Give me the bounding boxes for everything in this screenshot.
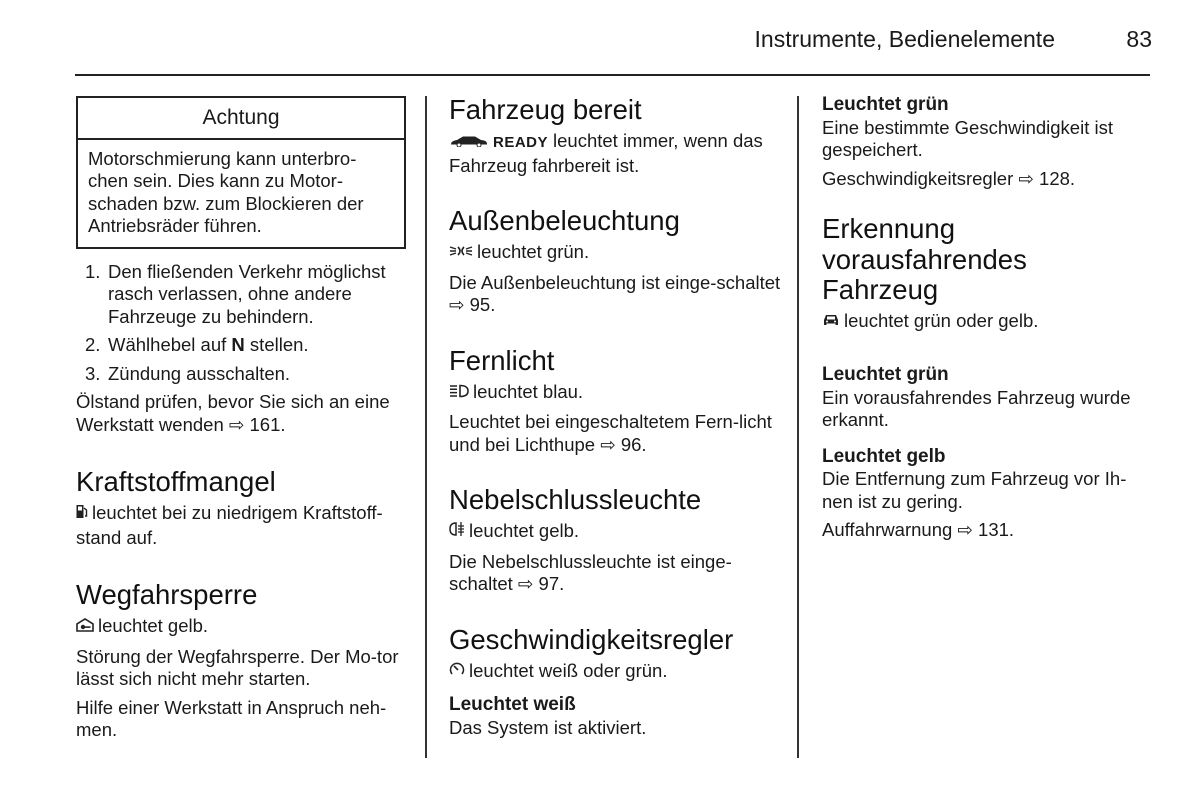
highbeam-text: Leuchtet bei eingeschaltetem Fern-licht und bei Lichthupe ⇨ 96.	[449, 411, 772, 455]
column-3	[822, 94, 1157, 542]
sidelight-icon	[449, 243, 473, 266]
cruise-status: leuchtet weiß oder grün.	[449, 660, 784, 685]
list-item: 2. Wählhebel auf N stellen.	[85, 334, 309, 355]
header-title: Instrumente, Bedienelemente	[754, 26, 1055, 52]
foglight-text: Die Nebelschlussleuchte ist einge-schaltet ⇨ 97.	[449, 550, 732, 594]
column-1	[76, 96, 406, 742]
cruise-white-subheading: Leuchtet weiß	[449, 694, 576, 715]
rear-fog-icon	[449, 521, 465, 545]
page-number: 83	[1126, 26, 1152, 52]
immobilizer-text-1: Störung der Wegfahrsperre. Der Mo-tor lässt sich nicht mehr starten.	[76, 645, 399, 689]
fuel-pump-icon	[76, 504, 88, 527]
cruise-white-text: Das System ist aktiviert.	[449, 716, 647, 738]
highbeam-heading: Fernlicht	[449, 344, 555, 376]
list-item: 1. Den fließenden Verkehr möglichst rasch verlassen, ohne andere Fahrzeuge zu behindern.	[85, 260, 386, 327]
list-item: 3. Zündung ausschalten.	[85, 362, 291, 384]
key-lock-icon	[76, 617, 94, 640]
high-beam-icon	[449, 383, 469, 406]
cruise-heading: Geschwindigkeitsregler	[449, 623, 734, 655]
car-front-icon	[822, 312, 840, 335]
vehicle-green-text: Ein vorausfahrendes Fahrzeug wurde erkannt.	[822, 386, 1131, 430]
exterior-heading: Außenbeleuchtung	[449, 205, 680, 236]
warning-box	[76, 96, 406, 249]
vehicle-ahead-heading: Erkennung vorausfahrendes Fahrzeug	[822, 213, 1027, 305]
car-side-icon	[449, 132, 489, 155]
immobilizer-heading: Wegfahrsperre	[76, 579, 258, 610]
cruise-green-text: Eine bestimmte Geschwindigkeit ist gespeichert.	[822, 116, 1113, 160]
vehicle-yellow-subheading: Leuchtet gelb	[822, 445, 946, 467]
oil-check-text: Ölstand prüfen, bevor Sie sich an eine Werkstatt wenden ⇨ 161.	[76, 391, 390, 435]
vehicle-ahead-status: leuchtet grün oder gelb.	[822, 310, 1157, 335]
immobilizer-status: leuchtet gelb.	[76, 615, 406, 640]
speedometer-icon	[449, 661, 465, 685]
ready-heading: Fahrzeug bereit	[449, 94, 642, 125]
exterior-text: Die Außenbeleuchtung ist einge-schaltet ⇨ 95.	[449, 271, 781, 315]
foglight-status: leuchtet gelb.	[449, 520, 784, 545]
header-rule	[75, 74, 1150, 76]
warning-title: Achtung	[78, 98, 404, 140]
column-divider-2	[797, 96, 799, 758]
cruise-green-subheading: Leuchtet grün	[822, 94, 949, 115]
fuel-heading: Kraftstoffmangel	[76, 466, 276, 497]
vehicle-green-subheading: Leuchtet grün	[822, 364, 949, 385]
cruise-reference: Geschwindigkeitsregler ⇨ 128.	[822, 167, 1076, 189]
immobilizer-text-2: Hilfe einer Werkstatt in Anspruch neh-men.	[76, 696, 387, 740]
exterior-status: leuchtet grün.	[449, 241, 784, 266]
collision-warning-reference: Auffahrwarnung ⇨ 131.	[822, 519, 1015, 540]
vehicle-yellow-text: Die Entfernung zum Fahrzeug vor Ih-nen ist zu gering.	[822, 468, 1127, 512]
column-divider-1	[425, 96, 427, 758]
fuel-text: leuchtet bei zu niedrigem Kraftstoff-stand auf.	[76, 502, 383, 548]
highbeam-status: leuchtet blau.	[449, 381, 784, 406]
foglight-heading: Nebelschlussleuchte	[449, 484, 702, 515]
steps-list	[76, 261, 406, 386]
column-2	[449, 94, 784, 739]
ready-text: READY leuchtet immer, wenn das Fahrzeug fahrbereit ist.	[449, 130, 763, 176]
warning-body: Motorschmierung kann unterbro-chen sein. Dies kann zu Motor-schaden bzw. zum Blockieren der Antriebsräder führen.	[88, 147, 364, 236]
